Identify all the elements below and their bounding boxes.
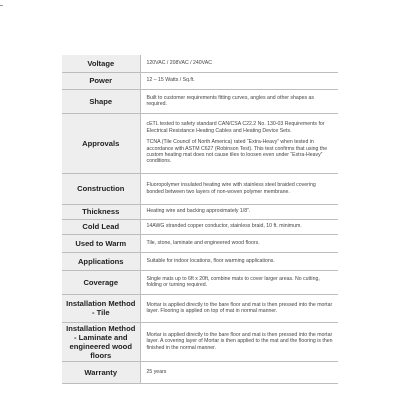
spec-label: Installation Method - Laminate and engineered wood floors — [62, 322, 140, 361]
spec-label: Installation Method - Tile — [62, 294, 140, 322]
spec-value — [140, 55, 338, 72]
spec-row — [62, 204, 338, 219]
spec-value-paragraph: Suitable for indoor locations, floor warming applications. — [146, 257, 275, 264]
spec-value — [140, 173, 338, 204]
spec-row — [62, 270, 338, 294]
spec-value — [140, 252, 338, 270]
spec-row — [62, 89, 338, 113]
spec-value-paragraph: 120VAC / 208VAC / 240VAC — [146, 60, 212, 67]
spec-label: Applications — [62, 252, 140, 270]
spec-value — [140, 361, 338, 383]
spec-label: Coverage — [62, 270, 140, 294]
spec-value-paragraph: Single mats up to 6ft x 20ft, combine mats to cover larger areas. No cutting, folding or turning required. — [146, 275, 320, 288]
spec-label: Warranty — [62, 361, 140, 383]
spec-row — [62, 234, 338, 252]
spec-value-paragraph: Tile, stone, laminate and engineered wood floors. — [146, 239, 260, 246]
spec-value-paragraph: Fluoropolymer insulated heating wire with stainless steel braided covering bonded between two layers of non-woven polymer membrane. — [146, 182, 316, 195]
spec-row — [62, 113, 338, 173]
spec-label: Thickness — [62, 204, 140, 219]
spec-value-paragraph: Built to customer requirements fitting curves, angles and other shapes as required. — [146, 94, 315, 107]
spec-value-paragraph: 25 years — [146, 368, 167, 375]
corner-mark — [0, 5, 3, 6]
spec-value-paragraph: 14AWG stranded copper conductor, stainless braid, 10 ft. minimum. — [146, 223, 302, 230]
spec-row — [62, 322, 338, 361]
spec-value — [140, 113, 338, 173]
spec-row — [62, 219, 338, 234]
spec-value — [140, 322, 338, 361]
spec-label: Construction — [62, 173, 140, 204]
spec-value-paragraph: TCNA (Tile Council of North America) rated “Extra-Heavy” when tested in accordance with ASTM C627 (Robinson Test). This test confirms that using the custom heating mat does not cause tiles to loosen even under “Extra-Heavy” conditions. — [146, 139, 328, 165]
spec-row — [62, 361, 338, 383]
spec-value — [140, 270, 338, 294]
spec-value-paragraph: Mortar is applied directly to the bare floor and mat is then pressed into the mortar layer. A covering layer of Mortar is then applied to the mat and the flooring is then finished in the normal manner. — [146, 331, 333, 351]
specifications-table — [62, 55, 338, 384]
spec-value-paragraph: Mortar is applied directly to the bare floor and mat is then pressed into the mortar layer. Flooring is applied on top of mat in normal manner. — [146, 301, 333, 314]
spec-label: Shape — [62, 89, 140, 113]
spec-value — [140, 204, 338, 219]
spec-row — [62, 173, 338, 204]
spec-value — [140, 72, 338, 89]
spec-value-paragraph: 12 – 15 Watts / Sq.ft. — [146, 77, 195, 84]
spec-label: Voltage — [62, 55, 140, 72]
spec-value — [140, 219, 338, 234]
spec-value-paragraph: Heating wire and backing approximately 1/8”. — [146, 208, 251, 215]
spec-value — [140, 89, 338, 113]
spec-row — [62, 294, 338, 322]
spec-value — [140, 294, 338, 322]
spec-value — [140, 234, 338, 252]
spec-value-paragraph: cETL tested to safety standard CAN/CSA C22.2 No. 130-03 Requirements for Electrical Resistance Heating Cables and Heating Device Sets. — [146, 121, 325, 134]
spec-label: Used to Warm — [62, 234, 140, 252]
spec-row — [62, 55, 338, 72]
spec-label: Approvals — [62, 113, 140, 173]
spec-row — [62, 72, 338, 89]
spec-row — [62, 252, 338, 270]
spec-label: Power — [62, 72, 140, 89]
spec-label: Cold Lead — [62, 219, 140, 234]
